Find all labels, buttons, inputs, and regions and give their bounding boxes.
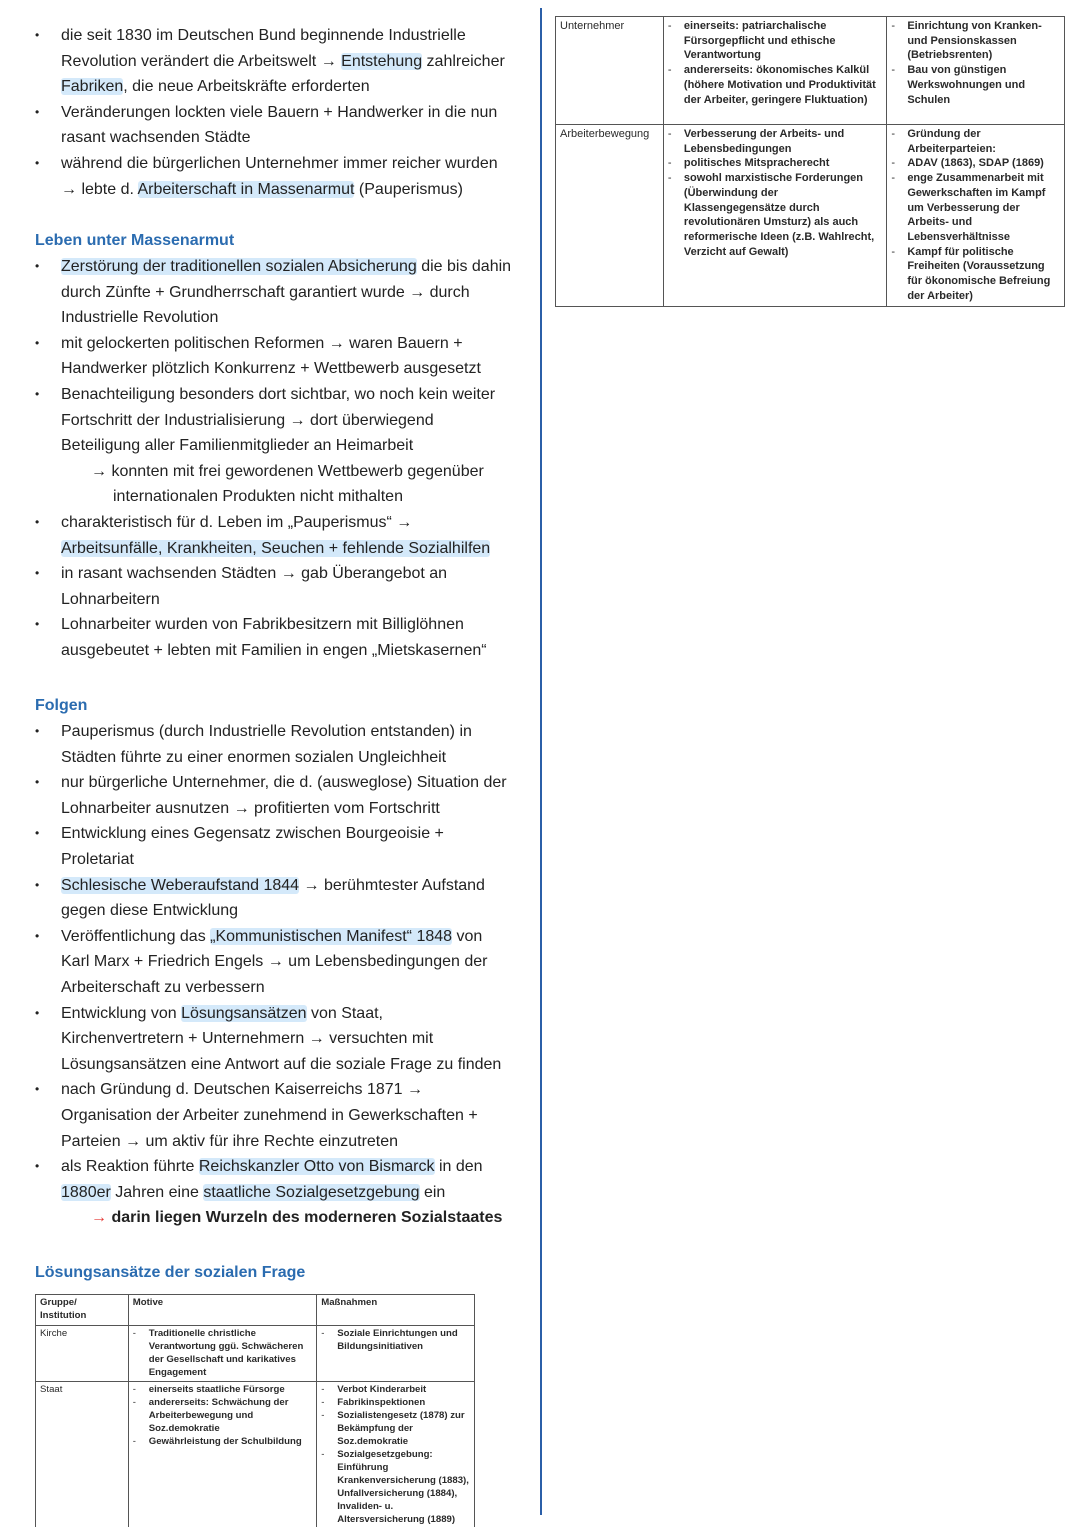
text-line: [61, 949, 525, 975]
text-segment: → lebte d.: [61, 180, 138, 198]
text-segment: Veröffentlichung das: [61, 927, 211, 945]
bullet-item: [35, 1001, 525, 1078]
bullet-item: [35, 1077, 525, 1154]
text-line: [61, 280, 525, 306]
text-line: [61, 847, 525, 873]
text-line: [61, 924, 525, 950]
bullet-icon: •: [35, 826, 40, 841]
dash-icon: -: [321, 1410, 325, 1422]
list-text: Sozialgesetzgebung: Einführung Krankenversicherung (1883), Unfallversicherung (1884), Invaliden- u. Altersversicherung (1889): [337, 1448, 469, 1525]
list-item: [321, 1328, 470, 1354]
bullet-icon: •: [35, 566, 40, 581]
text-segment: Entwicklung eines Gegensatz zwischen Bourgeoisie +: [61, 825, 444, 843]
list-item: [668, 63, 882, 107]
text-segment: Karl Marx + Friedrich Engels → um Lebensbedingungen der: [61, 953, 488, 971]
conclusion-line: [61, 1205, 525, 1231]
header-group: Gruppe/ Institution: [36, 1295, 129, 1326]
conclusion-text: darin liegen Wurzeln des moderneren Sozialstaates: [111, 1209, 503, 1227]
text-segment: Veränderungen lockten viele Bauern + Handwerker in die nun: [61, 103, 498, 121]
text-line: [61, 612, 525, 638]
intro-section: [35, 23, 525, 202]
text-segment: Revolution verändert die Arbeitswelt →: [61, 52, 342, 70]
text-segment: nur bürgerliche Unternehmer, die d. (ausweglose) Situation der: [61, 774, 507, 792]
text-line: [61, 459, 525, 485]
list-text: Gewährleistung der Schulbildung: [148, 1436, 302, 1448]
bullet-icon: •: [35, 1082, 40, 1097]
text-line: [61, 356, 525, 382]
list-text: enge Zusammenarbeit mit Gewerkschaften im Kampf um Verbesserung der Arbeits- und Lebensverhältnisse: [907, 172, 1046, 243]
bullet-item: [35, 100, 525, 151]
list-text: einerseits staatliche Fürsorge: [148, 1384, 285, 1396]
section-heading: Lösungsansätze der sozialen Frage: [35, 1264, 306, 1281]
text-line: [61, 975, 525, 1001]
bullet-item: [35, 561, 525, 612]
text-line: [61, 510, 525, 536]
dash-icon: -: [891, 128, 895, 140]
highlighted-text: Fabriken: [61, 78, 124, 96]
bullet-icon: •: [35, 28, 40, 42]
text-segment: von: [452, 927, 483, 945]
text-line: [61, 177, 525, 203]
bullet-icon: •: [35, 724, 40, 738]
list-text: Traditionelle christliche Verantwortung ggü. Schwächeren der Gesellschaft und karikatives Engagement: [148, 1327, 304, 1378]
text-segment: Lösungsansätzen eine Antwort auf die soziale Frage zu finden: [61, 1055, 502, 1073]
text-line: [61, 23, 525, 49]
dash-icon: -: [667, 128, 672, 140]
list-item: [668, 171, 882, 259]
text-segment: während die bürgerlichen Unternehmer immer reicher wurden: [61, 154, 498, 172]
measures-cell: [317, 1325, 475, 1382]
text-segment: Beteiligung aller Familienmitglieder an Heimarbeit: [61, 437, 414, 455]
solutions-table-continued: [555, 16, 1065, 307]
text-line: [61, 49, 525, 75]
group-cell: Staat: [36, 1382, 129, 1527]
dash-icon: -: [132, 1384, 136, 1396]
text-line: [61, 331, 525, 357]
section-loesungsansaetze: [35, 1260, 525, 1286]
text-segment: charakteristisch für d. Leben im „Pauperismus“ →: [61, 513, 413, 531]
text-line: [61, 1129, 525, 1155]
list-item: [321, 1449, 470, 1526]
measures-cell: [887, 17, 1065, 125]
motives-cell: [663, 125, 886, 307]
text-segment: Proletariat: [61, 850, 134, 868]
list-item: [133, 1384, 312, 1397]
text-line: [61, 74, 525, 100]
bullet-icon: •: [35, 617, 40, 632]
list-item: [321, 1397, 470, 1410]
text-segment: Jahren eine: [110, 1183, 204, 1201]
text-segment: → berühmtester Aufstand: [299, 876, 485, 894]
table-row: [556, 17, 1065, 125]
motives-cell: [128, 1382, 316, 1527]
text-segment: Städten führte zu einer enormen sozialen Ungleichheit: [61, 748, 447, 766]
text-line: [61, 1026, 525, 1052]
text-line: [61, 745, 525, 771]
list-item: [668, 127, 882, 156]
text-segment: mit gelockerten politischen Reformen → waren Bauern +: [61, 334, 463, 352]
text-segment: Lohnarbeiter ausnutzen → profitierten vom Fortschritt: [61, 799, 440, 817]
bullet-item: [35, 331, 525, 382]
list-text: Einrichtung von Kranken- und Pensionskassen (Betriebsrenten): [907, 20, 1042, 62]
text-segment: gegen diese Entwicklung: [61, 902, 239, 920]
highlighted-text: 1880er: [61, 1183, 111, 1201]
bullet-icon: •: [35, 259, 40, 273]
header-motives: Motive: [128, 1295, 316, 1326]
dash-icon: -: [891, 172, 895, 185]
text-segment: nach Gründung d. Deutschen Kaiserreichs 1871 →: [61, 1081, 423, 1099]
list-item: [891, 171, 1060, 245]
text-line: [61, 1077, 525, 1103]
table-row: [556, 125, 1065, 307]
dash-icon: -: [667, 157, 672, 170]
list-text: politisches Mitspracherecht: [683, 157, 830, 170]
list-item: [321, 1384, 470, 1397]
dash-icon: -: [891, 64, 895, 77]
text-line: [61, 382, 525, 408]
text-segment: als Reaktion führte: [61, 1158, 199, 1176]
bullet-icon: •: [35, 877, 40, 892]
text-segment: in rasant wachsenden Städten → gab Überangebot an: [61, 565, 448, 583]
bullet-item: [35, 23, 525, 100]
dash-icon: -: [132, 1327, 136, 1339]
highlighted-text: Reichskanzler Otto von Bismarck: [198, 1158, 435, 1176]
text-line: [61, 770, 525, 796]
text-line: [61, 638, 525, 664]
list-text: Bau von günstigen Werkswohnungen und Schulen: [907, 64, 1026, 106]
dash-icon: -: [321, 1448, 325, 1460]
header-measures: Maßnahmen: [317, 1295, 475, 1326]
section-folgen: [35, 693, 525, 1231]
highlighted-text: Arbeitsunfälle, Krankheiten, Seuchen + fehlende Sozialhilfen: [61, 539, 491, 557]
dash-icon: -: [132, 1397, 136, 1409]
bullet-item: [35, 719, 525, 770]
text-line: [61, 1103, 525, 1129]
bullet-icon: •: [35, 1005, 40, 1020]
text-line: [61, 254, 525, 280]
list-text: andererseits: ökonomisches Kalkül (höhere Motivation und Produktivität der Arbeiter, geringere Fluktuation): [683, 64, 876, 106]
group-cell: Unternehmer: [556, 17, 664, 125]
dash-icon: -: [667, 172, 672, 185]
column-divider: [540, 8, 542, 1515]
list-text: Sozialistengesetz (1878) zur Bekämpfung der Soz.demokratie: [337, 1410, 465, 1448]
text-segment: durch Zünfte + Grundherrschaft garantiert wurde → durch: [61, 283, 470, 301]
dash-icon: -: [132, 1436, 136, 1448]
table-row: [36, 1325, 475, 1382]
list-item: [133, 1328, 312, 1380]
list-text: andererseits: Schwächung der Arbeiterbewegung und Soz.demokratie: [148, 1397, 289, 1435]
text-line: [61, 898, 525, 924]
bullet-icon: •: [35, 335, 40, 350]
text-segment: (Pauperismus): [354, 180, 463, 198]
highlighted-text: Zerstörung der traditionellen sozialen Absicherung: [61, 258, 417, 275]
text-segment: Handwerker plötzlich Konkurrenz + Wettbewerb ausgesetzt: [61, 360, 481, 378]
text-segment: Benachteiligung besonders dort sichtbar, wo noch kein weiter: [61, 385, 496, 403]
dash-icon: -: [321, 1327, 325, 1339]
text-line: [61, 587, 525, 613]
text-segment: ein: [419, 1183, 446, 1201]
list-item: [668, 156, 882, 171]
section-heading: Leben unter Massenarmut: [35, 232, 235, 249]
text-line: [61, 821, 525, 847]
dash-icon: -: [321, 1397, 325, 1409]
list-text: Verbot Kinderarbeit: [337, 1384, 427, 1396]
text-line: [61, 433, 525, 459]
group-cell: Arbeiterbewegung: [556, 125, 664, 307]
text-line: [61, 873, 525, 899]
section-heading: Folgen: [35, 697, 88, 714]
bullet-icon: •: [35, 1159, 40, 1174]
text-segment: Kirchenvertretern + Unternehmern → versuchten mit: [61, 1030, 434, 1048]
bullet-item: [35, 510, 525, 561]
highlighted-text: Lösungsansätzen: [181, 1004, 307, 1022]
table-row: [36, 1382, 475, 1527]
list-text: Verbesserung der Arbeits- und Lebensbedingungen: [683, 128, 845, 155]
solutions-table: [35, 1294, 475, 1527]
list-text: Fabrikinspektionen: [337, 1397, 426, 1409]
bullet-icon: •: [35, 514, 40, 529]
text-segment: Lohnarbeitern: [61, 590, 160, 608]
bullet-item: [35, 770, 525, 821]
list-text: ADAV (1863), SDAP (1869): [907, 157, 1044, 170]
group-cell: Kirche: [36, 1325, 129, 1382]
text-line: [61, 305, 525, 331]
text-segment: Fortschritt der Industrialisierung → dort überwiegend: [61, 411, 434, 429]
list-item: [668, 19, 882, 63]
bullet-item: [35, 1154, 525, 1231]
list-text: Gründung der Arbeiterparteien:: [907, 128, 996, 155]
highlighted-text: „Kommunistischen Manifest“ 1848: [210, 927, 453, 945]
text-line: [61, 1180, 525, 1206]
list-text: einerseits: patriarchalische Fürsorgepflicht und ethische Verantwortung: [683, 20, 836, 62]
list-item: [891, 245, 1060, 304]
text-segment: → konnten mit frei gewordenen Wettbewerb gegenüber: [91, 462, 484, 480]
text-segment: die seit 1830 im Deutschen Bund beginnende Industrielle: [61, 27, 466, 44]
text-segment: zahlreicher: [422, 52, 505, 70]
list-item: [133, 1436, 312, 1449]
text-line: [61, 1001, 525, 1027]
text-line: [61, 125, 525, 151]
highlighted-text: Schlesische Weberaufstand 1844: [61, 876, 300, 894]
text-segment: Industrielle Revolution: [61, 309, 219, 327]
text-segment: , die neue Arbeitskräfte erforderten: [123, 78, 370, 96]
bullet-item: [35, 873, 525, 924]
text-segment: in den: [434, 1158, 483, 1176]
dash-icon: -: [891, 20, 895, 32]
bullet-item: [35, 151, 525, 202]
dash-icon: -: [321, 1384, 325, 1396]
bullet-item: [35, 254, 525, 331]
bullet-icon: •: [35, 386, 40, 401]
motives-cell: [128, 1325, 316, 1382]
dash-icon: -: [891, 245, 895, 258]
bullet-icon: •: [35, 104, 40, 119]
text-segment: Lohnarbeiter wurden von Fabrikbesitzern mit Billiglöhnen: [61, 616, 464, 634]
measures-cell: [317, 1382, 475, 1527]
bullet-item: [35, 612, 525, 663]
text-segment: Organisation der Arbeiter zunehmend in Gewerkschaften +: [61, 1106, 478, 1124]
text-line: [61, 100, 525, 126]
bullet-item: [35, 382, 525, 510]
highlighted-text: staatliche Sozialgesetzgebung: [203, 1183, 420, 1201]
bullet-icon: •: [35, 155, 40, 170]
motives-cell: [663, 17, 886, 125]
text-segment: Pauperismus (durch Industrielle Revolution entstanden) in: [61, 723, 472, 740]
list-text: Soziale Einrichtungen und Bildungsinitiativen: [337, 1327, 458, 1352]
bullet-item: [35, 924, 525, 1001]
text-segment: Entwicklung von: [61, 1004, 182, 1022]
list-item: [891, 63, 1060, 107]
text-line: [61, 1154, 525, 1180]
highlighted-text: Entstehung: [341, 52, 423, 70]
list-item: [891, 156, 1060, 171]
text-line: [61, 1052, 525, 1078]
text-segment: internationalen Produkten nicht mithalten: [113, 488, 403, 506]
section-leben-unter-massenarmut: [35, 228, 525, 664]
highlighted-text: Arbeiterschaft in Massenarmut: [137, 180, 355, 198]
text-segment: Arbeiterschaft zu verbessern: [61, 978, 265, 996]
text-line: [61, 796, 525, 822]
bullet-icon: •: [35, 928, 40, 943]
text-segment: Parteien → um aktiv für ihre Rechte einzutreten: [61, 1132, 399, 1150]
text-line: [61, 719, 525, 745]
text-line: [61, 408, 525, 434]
text-line: [61, 561, 525, 587]
measures-cell: [887, 125, 1065, 307]
text-segment: rasant wachsenden Städte: [61, 129, 251, 147]
list-item: [891, 19, 1060, 63]
list-text: sowohl marxistische Forderungen (Überwindung der Klassengegensätze durch revolutionären Umsturz) als auch reformerische Ideen (z.B. Wahlrecht, Verzicht auf Gewalt): [683, 172, 875, 258]
text-segment: die bis dahin: [416, 258, 512, 275]
text-line: [61, 484, 525, 510]
list-item: [321, 1410, 470, 1449]
arrow-icon: →: [91, 1209, 107, 1227]
dash-icon: -: [891, 157, 895, 170]
list-item: [133, 1397, 312, 1436]
text-line: [61, 536, 525, 562]
text-segment: ausgebeutet + lebten mit Familien in engen „Mietskasernen“: [61, 641, 487, 659]
bullet-icon: •: [35, 775, 40, 790]
text-line: [61, 151, 525, 177]
list-item: [891, 127, 1060, 156]
dash-icon: -: [667, 20, 672, 32]
bullet-item: [35, 821, 525, 872]
text-segment: von Staat,: [306, 1004, 383, 1022]
dash-icon: -: [667, 64, 672, 77]
list-text: Kampf für politische Freiheiten (Voraussetzung für ökonomische Befreiung der Arbeiter): [907, 245, 1051, 302]
